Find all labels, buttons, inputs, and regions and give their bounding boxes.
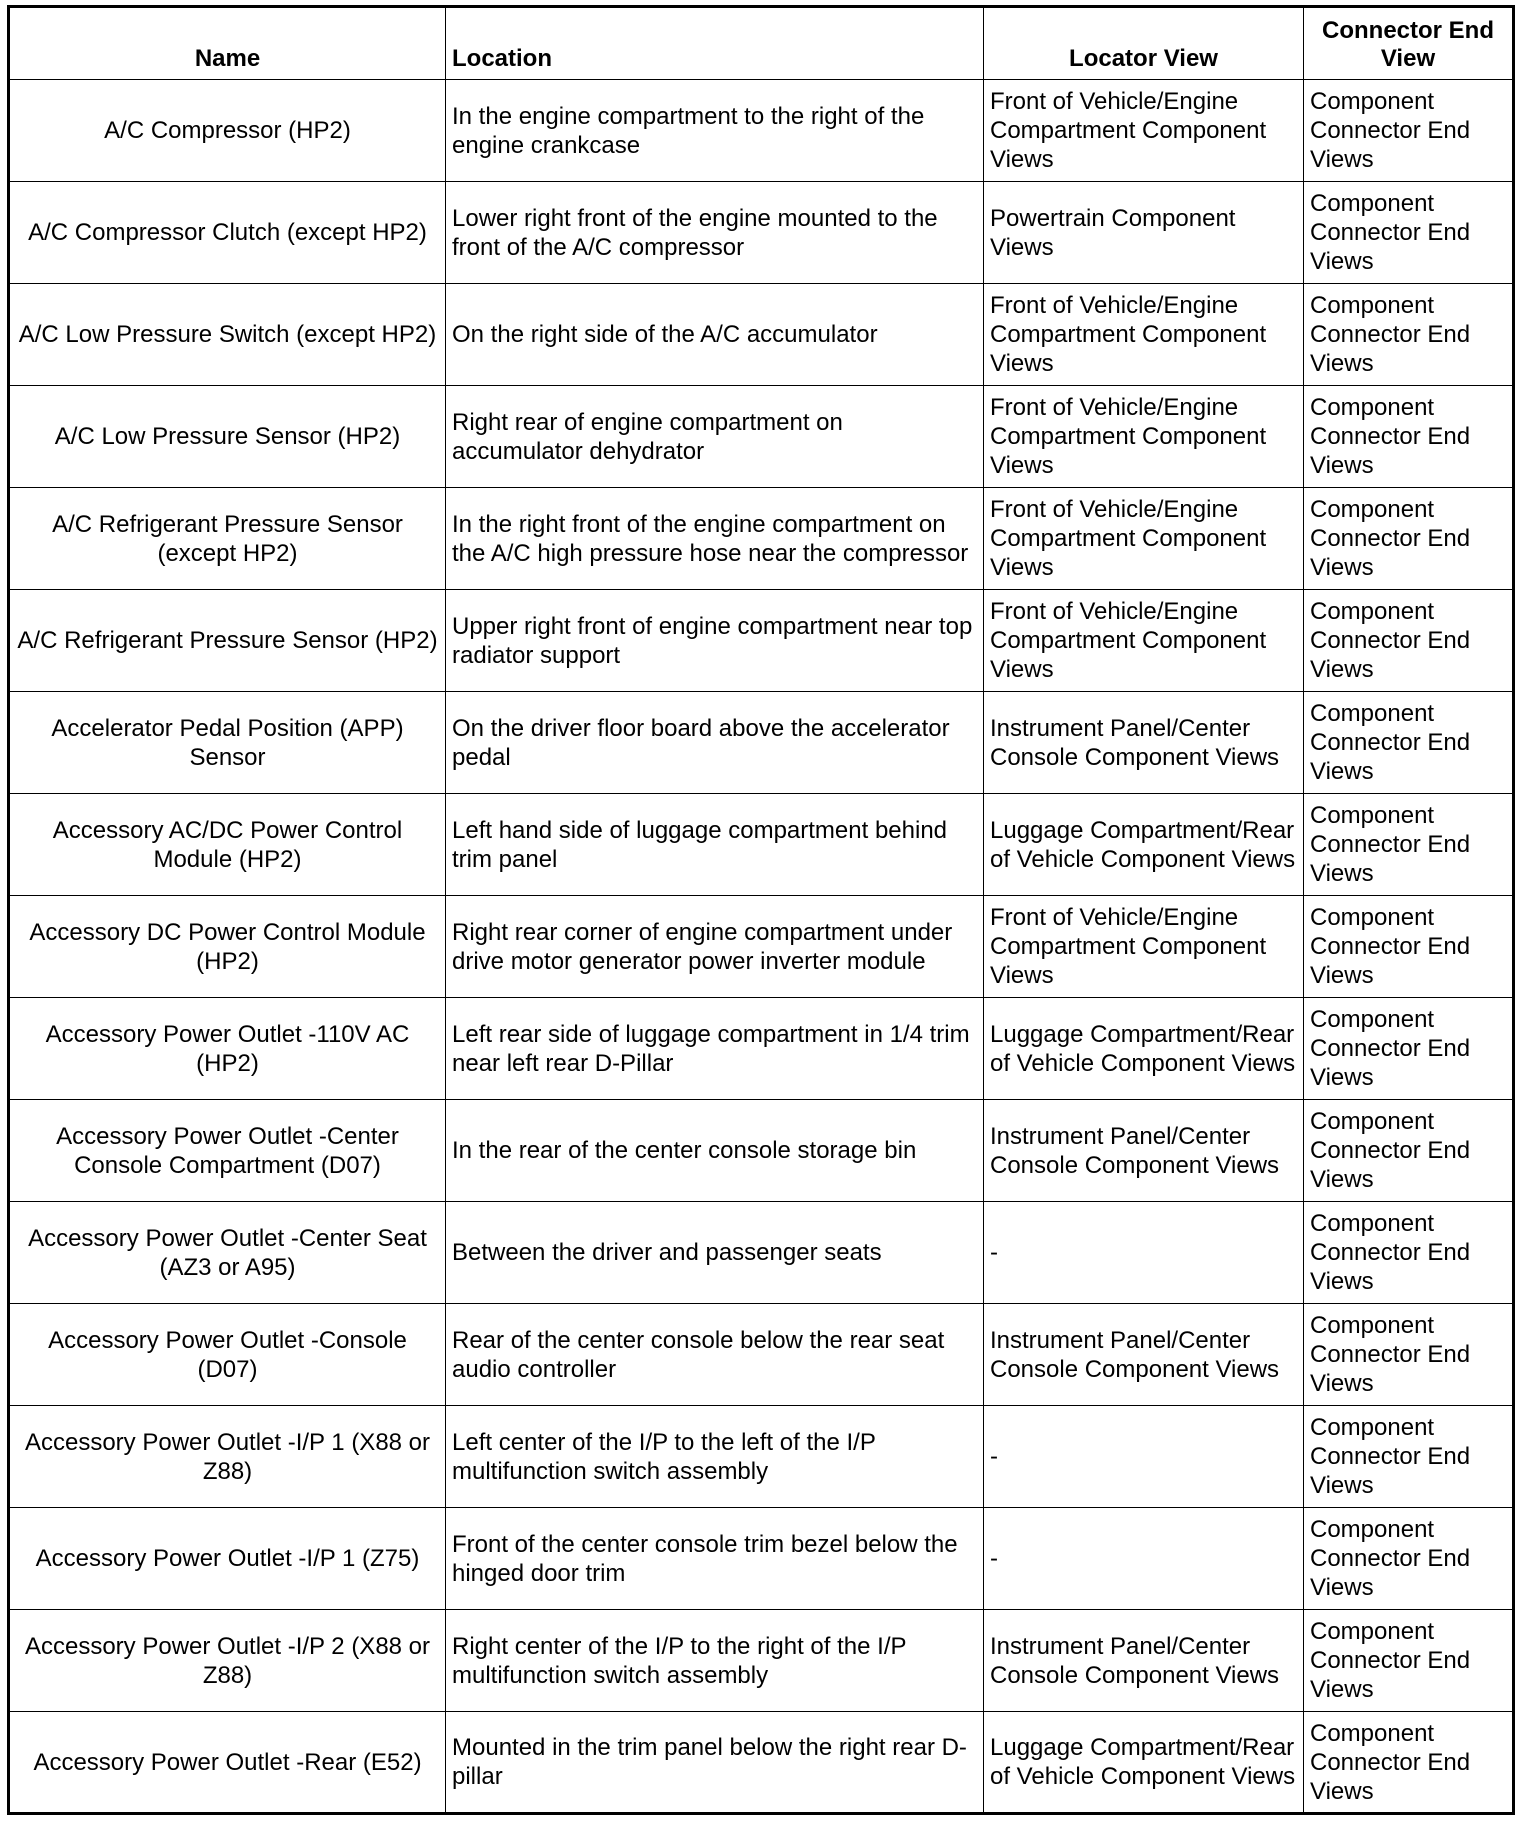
cell-locator-view: - xyxy=(984,1406,1304,1508)
cell-name: Accessory Power Outlet -Center Seat (AZ3 or A95) xyxy=(9,1202,446,1304)
cell-name: Accessory Power Outlet -Center Console Compartment (D07) xyxy=(9,1100,446,1202)
cell-connector-end-view: Component Connector End Views xyxy=(1304,794,1514,896)
cell-connector-end-view: Component Connector End Views xyxy=(1304,80,1514,182)
table-row xyxy=(9,1508,1514,1610)
cell-name: Accessory Power Outlet -I/P 1 (X88 or Z88) xyxy=(9,1406,446,1508)
table-row xyxy=(9,284,1514,386)
cell-locator-view: Instrument Panel/Center Console Component Views xyxy=(984,692,1304,794)
table-row xyxy=(9,1100,1514,1202)
header-name: Name xyxy=(9,7,446,80)
cell-connector-end-view: Component Connector End Views xyxy=(1304,386,1514,488)
table-row xyxy=(9,1304,1514,1406)
header-location: Location xyxy=(446,7,984,80)
cell-name: Accessory Power Outlet -110V AC (HP2) xyxy=(9,998,446,1100)
table-row xyxy=(9,692,1514,794)
header-connector-end-view: Connector End View xyxy=(1304,7,1514,80)
cell-name: A/C Refrigerant Pressure Sensor (except HP2) xyxy=(9,488,446,590)
table-row xyxy=(9,590,1514,692)
cell-connector-end-view: Component Connector End Views xyxy=(1304,1610,1514,1712)
cell-location: Upper right front of engine compartment near top radiator support xyxy=(446,590,984,692)
cell-location: Left rear side of luggage compartment in 1/4 trim near left rear D-Pillar xyxy=(446,998,984,1100)
cell-connector-end-view: Component Connector End Views xyxy=(1304,896,1514,998)
cell-location: In the rear of the center console storage bin xyxy=(446,1100,984,1202)
cell-name: A/C Low Pressure Switch (except HP2) xyxy=(9,284,446,386)
cell-connector-end-view: Component Connector End Views xyxy=(1304,590,1514,692)
cell-connector-end-view: Component Connector End Views xyxy=(1304,284,1514,386)
cell-locator-view: - xyxy=(984,1508,1304,1610)
cell-connector-end-view: Component Connector End Views xyxy=(1304,1508,1514,1610)
cell-name: Accelerator Pedal Position (APP) Sensor xyxy=(9,692,446,794)
component-locator-table-wrapper xyxy=(7,5,1512,1815)
cell-locator-view: Front of Vehicle/Engine Compartment Component Views xyxy=(984,284,1304,386)
cell-connector-end-view: Component Connector End Views xyxy=(1304,1712,1514,1814)
cell-location: Left hand side of luggage compartment behind trim panel xyxy=(446,794,984,896)
cell-location: In the engine compartment to the right of the engine crankcase xyxy=(446,80,984,182)
cell-locator-view: Instrument Panel/Center Console Component Views xyxy=(984,1304,1304,1406)
table-row xyxy=(9,182,1514,284)
component-locator-table xyxy=(7,5,1515,1815)
table-row xyxy=(9,1712,1514,1814)
table-row xyxy=(9,1202,1514,1304)
cell-name: A/C Low Pressure Sensor (HP2) xyxy=(9,386,446,488)
cell-location: Right rear of engine compartment on accumulator dehydrator xyxy=(446,386,984,488)
cell-locator-view: Luggage Compartment/Rear of Vehicle Component Views xyxy=(984,998,1304,1100)
table-header xyxy=(9,7,1514,80)
cell-locator-view: Powertrain Component Views xyxy=(984,182,1304,284)
table-body xyxy=(9,80,1514,1814)
cell-location: Front of the center console trim bezel below the hinged door trim xyxy=(446,1508,984,1610)
table-row xyxy=(9,794,1514,896)
cell-location: On the right side of the A/C accumulator xyxy=(446,284,984,386)
cell-location: Right center of the I/P to the right of the I/P multifunction switch assembly xyxy=(446,1610,984,1712)
cell-location: On the driver floor board above the accelerator pedal xyxy=(446,692,984,794)
cell-connector-end-view: Component Connector End Views xyxy=(1304,998,1514,1100)
cell-name: Accessory Power Outlet -I/P 2 (X88 or Z88) xyxy=(9,1610,446,1712)
cell-location: Rear of the center console below the rear seat audio controller xyxy=(446,1304,984,1406)
table-row xyxy=(9,80,1514,182)
table-row xyxy=(9,896,1514,998)
cell-location: Mounted in the trim panel below the right rear D-pillar xyxy=(446,1712,984,1814)
header-locator-view: Locator View xyxy=(984,7,1304,80)
cell-name: Accessory DC Power Control Module (HP2) xyxy=(9,896,446,998)
cell-name: Accessory Power Outlet -I/P 1 (Z75) xyxy=(9,1508,446,1610)
table-row xyxy=(9,1406,1514,1508)
cell-connector-end-view: Component Connector End Views xyxy=(1304,1304,1514,1406)
cell-connector-end-view: Component Connector End Views xyxy=(1304,1202,1514,1304)
table-row xyxy=(9,998,1514,1100)
cell-locator-view: Front of Vehicle/Engine Compartment Component Views xyxy=(984,488,1304,590)
cell-connector-end-view: Component Connector End Views xyxy=(1304,1100,1514,1202)
cell-name: A/C Refrigerant Pressure Sensor (HP2) xyxy=(9,590,446,692)
cell-locator-view: Luggage Compartment/Rear of Vehicle Component Views xyxy=(984,1712,1304,1814)
table-row xyxy=(9,386,1514,488)
cell-location: Between the driver and passenger seats xyxy=(446,1202,984,1304)
cell-locator-view: Instrument Panel/Center Console Component Views xyxy=(984,1100,1304,1202)
cell-locator-view: Front of Vehicle/Engine Compartment Component Views xyxy=(984,80,1304,182)
cell-connector-end-view: Component Connector End Views xyxy=(1304,1406,1514,1508)
cell-name: A/C Compressor Clutch (except HP2) xyxy=(9,182,446,284)
table-row xyxy=(9,488,1514,590)
cell-connector-end-view: Component Connector End Views xyxy=(1304,692,1514,794)
header-row xyxy=(9,7,1514,80)
cell-connector-end-view: Component Connector End Views xyxy=(1304,182,1514,284)
cell-locator-view: Front of Vehicle/Engine Compartment Component Views xyxy=(984,386,1304,488)
cell-connector-end-view: Component Connector End Views xyxy=(1304,488,1514,590)
cell-locator-view: Instrument Panel/Center Console Component Views xyxy=(984,1610,1304,1712)
cell-location: Lower right front of the engine mounted to the front of the A/C compressor xyxy=(446,182,984,284)
table-row xyxy=(9,1610,1514,1712)
cell-location: In the right front of the engine compartment on the A/C high pressure hose near the compressor xyxy=(446,488,984,590)
cell-location: Right rear corner of engine compartment under drive motor generator power inverter module xyxy=(446,896,984,998)
cell-locator-view: Front of Vehicle/Engine Compartment Component Views xyxy=(984,590,1304,692)
cell-location: Left center of the I/P to the left of the I/P multifunction switch assembly xyxy=(446,1406,984,1508)
cell-name: Accessory AC/DC Power Control Module (HP2) xyxy=(9,794,446,896)
cell-name: A/C Compressor (HP2) xyxy=(9,80,446,182)
cell-locator-view: Luggage Compartment/Rear of Vehicle Component Views xyxy=(984,794,1304,896)
cell-name: Accessory Power Outlet -Rear (E52) xyxy=(9,1712,446,1814)
cell-name: Accessory Power Outlet -Console (D07) xyxy=(9,1304,446,1406)
cell-locator-view: - xyxy=(984,1202,1304,1304)
cell-locator-view: Front of Vehicle/Engine Compartment Component Views xyxy=(984,896,1304,998)
